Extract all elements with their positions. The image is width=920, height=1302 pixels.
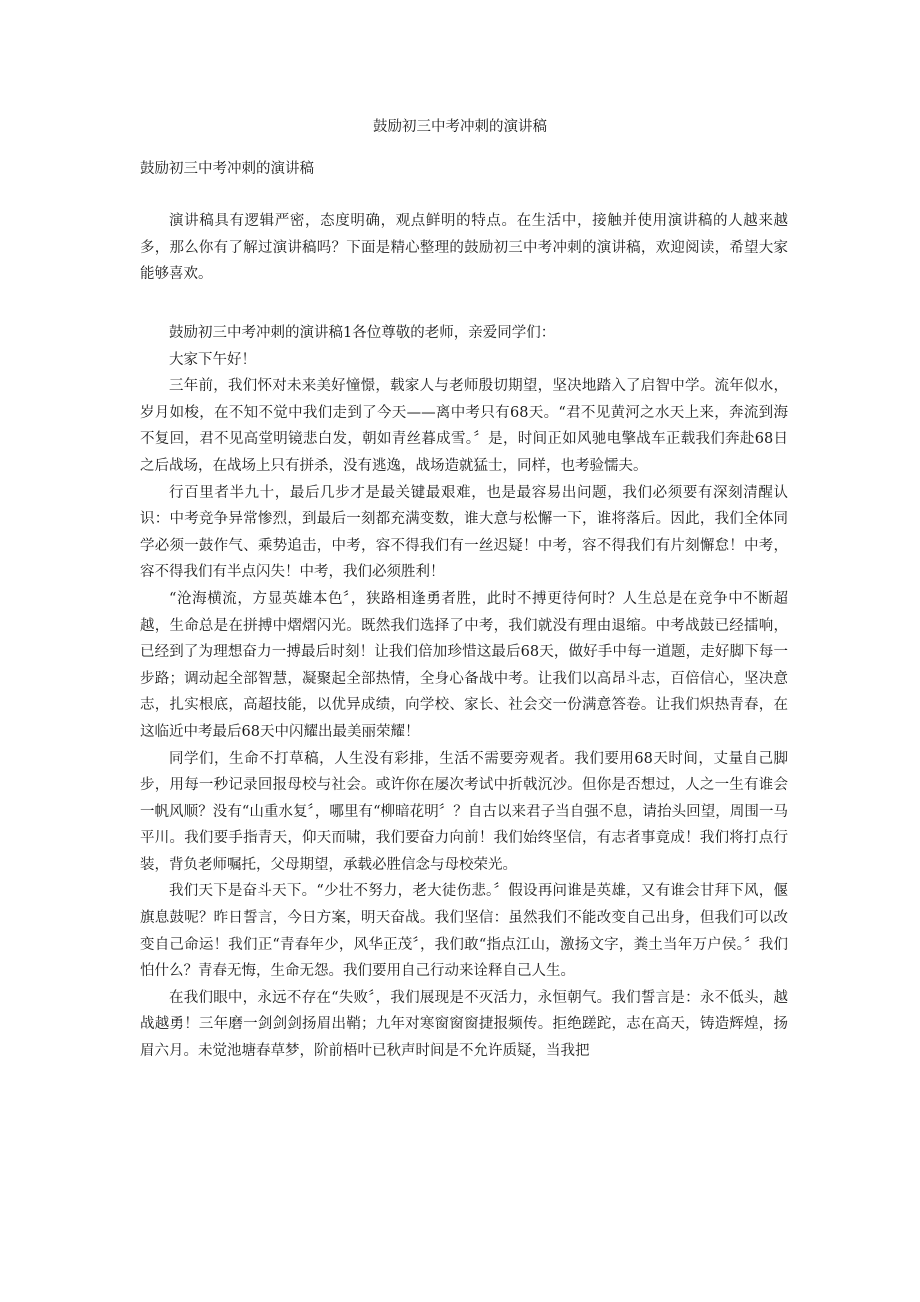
intro-paragraph: 演讲稿具有逻辑严密，态度明确，观点鲜明的特点。在生活中，接触并使用演讲稿的人越来越多，那么你有了解过演讲稿吗？下面是精心整理的鼓励初三中考冲刺的演讲稿，欢迎阅读，希望大家能够喜欢。 [140,213,788,282]
document-subtitle: 鼓励初三中考冲刺的演讲稿 [140,161,314,177]
body-paragraph: 行百里者半九十，最后几步才是最关键最艰难，也是最容易出问题，我们必须要有深刻清醒认识：中考竞争异常惨烈，到最后一刻都充满变数，谁大意与松懈一下，谁将落后。因此，我们全体同学必须一鼓作气、乘势追击，中考，容不得我们有一丝迟疑！中考，容不得我们有片刻懈怠！中考，容不得我们有半点闪失！中考，我们必须胜利！ [140,484,788,581]
body-paragraph: 同学们，生命不打草稿，人生没有彩排，生活不需要旁观者。我们要用68天时间，丈量自己脚步，用每一秒记录回报母校与社会。或许你在屡次考试中折戟沉沙。但你是否想过，人之一生有谁会一帆风顺？没有“山重水复〞，哪里有“柳暗花明〞？自古以来君子当自强不息，请抬头回望，周围一马平川。我们要手指青天，仰天而啸，我们要奋力向前！我们始终坚信，有志者事竟成！我们将打点行装，背负老师嘱托，父母期望，承载必胜信念与母校荣光。 [140,750,788,873]
body-paragraph: 在我们眼中，永远不存在“失败〞，我们展现是不灭活力，永恒朝气。我们誓言是：永不低头，越战越勇！三年磨一剑剑剑扬眉出鞘；九年对寒窗窗窗捷报频传。拒绝蹉跎，志在高天，铸造辉煌，扬眉六月。未觉池塘春草梦，阶前梧叶已秋声时间是不允许质疑，当我把 [140,989,788,1060]
body-paragraph: 鼓励初三中考冲刺的演讲稿1各位尊敬的老师，亲爱同学们： [169,325,556,341]
body-paragraph: “沧海横流，方显英雄本色〞，狭路相逢勇者胜，此时不搏更待何时？人生总是在竞争中不断超越，生命总是在拼搏中熠熠闪光。既然我们选择了中考，我们就没有理由退缩。中考战鼓已经擂响，已经到了为理想奋力一搏最后时刻！让我们倍加珍惜这最后68天，做好手中每一道题，走好脚下每一步路；调动起全部智慧，凝聚起全部热情，全身心备战中考。让我们以高昂斗志，百倍信心，坚决意志，扎实根底，高超技能，以优异成绩，向学校、家长、社会交一份满意答卷。让我们炽热青春，在这临近中考最后68天中闪耀出最美丽荣耀！ [140,590,788,740]
body-paragraph: 我们天下是奋斗天下。“少壮不努力，老大徒伤悲。〞假设再问谁是英雄，又有谁会甘拜下风，偃旗息鼓呢？昨日誓言，今日方案，明天奋战。我们坚信：虽然我们不能改变自己出身，但我们可以改变自己命运！我们正“青春年少，风华正茂〞，我们敢“指点江山，激扬文字，粪土当年万户侯。〞我们怕什么？青春无悔，生命无怨。我们要用自己行动来诠释自己人生。 [140,883,788,980]
body-paragraph: 大家下午好！ [169,351,256,368]
document-title: 鼓励初三中考冲刺的演讲稿 [373,119,547,135]
speech-body [140,320,788,1065]
body-paragraph: 三年前，我们怀对未来美好憧憬，载家人与老师殷切期望，坚决地踏入了启智中学。流年似水，岁月如梭，在不知不觉中我们走到了今天——离中考只有68天。“君不见黄河之水天上来，奔流到海不复回，君不见高堂明镜悲白发，朝如青丝暮成雪。〞是，时间正如风驰电擎战车正载我们奔赴68日之后战场，在战场上只有拼杀，没有逃逸，战场造就猛士，同样，也考验懦夫。 [140,378,788,474]
